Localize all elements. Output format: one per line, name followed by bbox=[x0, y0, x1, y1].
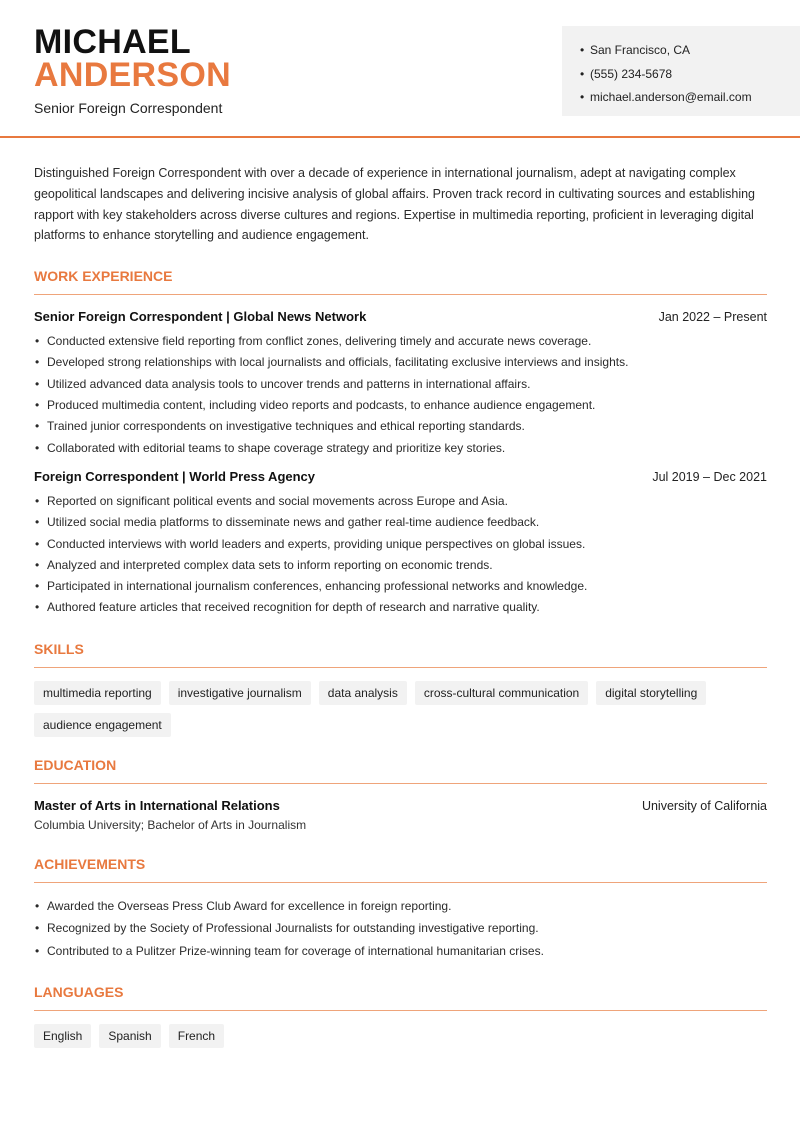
job-bullet: • Conducted extensive field reporting from conflict zones, delivering timely and accurate news coverage. bbox=[34, 331, 767, 352]
skills-heading: SKILLS bbox=[34, 641, 767, 668]
skills-tags bbox=[34, 681, 767, 737]
resume-content bbox=[34, 163, 767, 1048]
achievements-section bbox=[34, 856, 767, 963]
achievement-item: • Recognized by the Society of Professional Journalists for outstanding investigative reporting. bbox=[34, 917, 767, 940]
job-role: Senior Foreign Correspondent | Global News Network bbox=[34, 309, 367, 325]
skill-tag: data analysis bbox=[319, 681, 407, 705]
job-bullet: • Analyzed and interpreted complex data sets to inform reporting on economic trends. bbox=[34, 555, 767, 576]
job-bullets bbox=[34, 331, 767, 459]
first-name: MICHAEL bbox=[34, 23, 191, 61]
contact-list bbox=[562, 26, 800, 110]
work-experience-section bbox=[34, 268, 767, 619]
achievement-item: • Awarded the Overseas Press Club Award for excellence in foreign reporting. bbox=[34, 895, 767, 918]
education-section bbox=[34, 757, 767, 832]
job-bullet: • Collaborated with editorial teams to shape coverage strategy and prioritize key stories. bbox=[34, 438, 767, 459]
skill-tag: digital storytelling bbox=[596, 681, 706, 705]
skill-tag: audience engagement bbox=[34, 713, 171, 737]
contact-email: • michael.anderson@email.com bbox=[580, 86, 800, 110]
language-tag: French bbox=[169, 1024, 224, 1048]
last-name: ANDERSON bbox=[34, 56, 231, 94]
skill-tag: cross-cultural communication bbox=[415, 681, 588, 705]
achievements-heading: ACHIEVEMENTS bbox=[34, 856, 767, 883]
job-bullet: • Authored feature articles that received recognition for depth of research and narrative quality. bbox=[34, 597, 767, 618]
languages-section bbox=[34, 984, 767, 1048]
skill-tag: investigative journalism bbox=[169, 681, 311, 705]
contact-location: • San Francisco, CA bbox=[580, 39, 800, 63]
job-entry bbox=[34, 469, 767, 619]
job-bullet: • Trained junior correspondents on investigative techniques and ethical reporting standards. bbox=[34, 416, 767, 437]
job-bullet: • Developed strong relationships with local journalists and officials, facilitating exclusive interviews and insights. bbox=[34, 352, 767, 373]
achievement-item: • Contributed to a Pulitzer Prize-winning team for coverage of international humanitarian crises. bbox=[34, 940, 767, 963]
summary-paragraph: Distinguished Foreign Correspondent with over a decade of experience in international journalism, adept at navigating complex geopolitical landscapes and delivering incisive analysis of global affairs. Proven track record in cultivating sources and establishing rapport with key stakeholders across diverse cultures and regions. Expertise in multimedia reporting, proficient in leveraging digital platforms to enhance storytelling and audience engagement. bbox=[34, 166, 756, 243]
education-degree: Master of Arts in International Relations bbox=[34, 797, 280, 813]
job-dates: Jul 2019 – Dec 2021 bbox=[652, 469, 767, 484]
job-bullet: • Utilized advanced data analysis tools to uncover trends and patterns in international affairs. bbox=[34, 374, 767, 395]
contact-box bbox=[562, 26, 800, 116]
job-bullet: • Participated in international journalism conferences, enhancing professional networks and knowledge. bbox=[34, 576, 767, 597]
education-detail: Columbia University; Bachelor of Arts in Journalism bbox=[34, 817, 307, 832]
language-tags bbox=[34, 1024, 767, 1048]
contact-phone: • (555) 234-5678 bbox=[580, 63, 800, 87]
job-bullet: • Conducted interviews with world leaders and experts, providing unique perspectives on global issues. bbox=[34, 534, 767, 555]
job-bullet: • Utilized social media platforms to disseminate news and gather real-time audience feedback. bbox=[34, 512, 767, 533]
job-dates: Jan 2022 – Present bbox=[658, 310, 767, 325]
job-entry bbox=[34, 309, 767, 459]
language-tag: English bbox=[34, 1024, 91, 1048]
achievement-bullets bbox=[34, 895, 767, 963]
skills-section bbox=[34, 641, 767, 737]
job-role: Foreign Correspondent | World Press Agency bbox=[34, 468, 316, 484]
job-title: Senior Foreign Correspondent bbox=[34, 100, 223, 116]
education-school: University of California bbox=[641, 798, 767, 813]
education-heading: EDUCATION bbox=[34, 757, 767, 784]
job-bullets bbox=[34, 491, 767, 619]
languages-heading: LANGUAGES bbox=[34, 984, 767, 1011]
resume-header bbox=[0, 0, 800, 138]
education-entry bbox=[34, 798, 767, 832]
job-bullet: • Reported on significant political events and social movements across Europe and Asia. bbox=[34, 491, 767, 512]
skill-tag: multimedia reporting bbox=[34, 681, 161, 705]
job-bullet: • Produced multimedia content, including video reports and podcasts, to enhance audience engagement. bbox=[34, 395, 767, 416]
work-experience-heading: WORK EXPERIENCE bbox=[34, 268, 767, 295]
language-tag: Spanish bbox=[99, 1024, 160, 1048]
